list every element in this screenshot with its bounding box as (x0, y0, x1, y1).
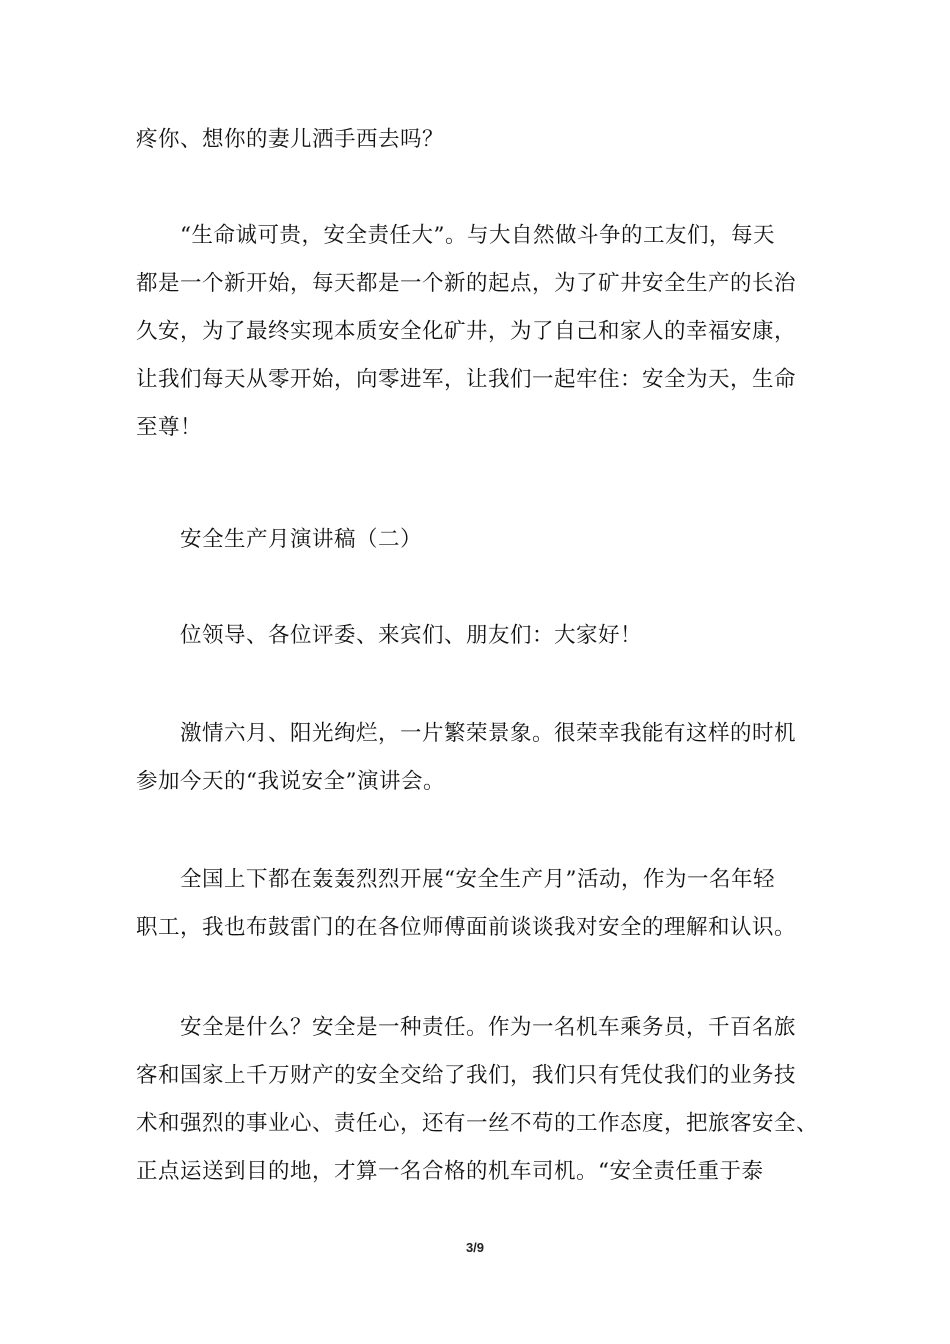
paragraph-safety-responsibility (136, 1004, 819, 1196)
text-line: 至尊！ (136, 415, 203, 440)
paragraph-june (136, 710, 816, 806)
text-line: 久安，为了最终实现本质安全化矿井，为了自己和家人的幸福安康， (136, 319, 797, 344)
text-line: 让我们每天从零开始，向零进军，让我们一起牢住：安全为天，生命 (136, 367, 797, 392)
paragraph-continuation (136, 116, 816, 164)
text-line: 安全生产月演讲稿（二） (180, 527, 423, 552)
text-line: 位领导、各位评委、来宾们、朋友们：大家好！ (180, 623, 643, 648)
text-line: 术和强烈的事业心、责任心，还有一丝不苟的工作态度，把旅客安全、 (136, 1111, 819, 1136)
text-line: 全国上下都在轰轰烈烈开展“安全生产月”活动，作为一名年轻 (180, 867, 775, 892)
page-number: 3/9 (465, 1240, 485, 1255)
text-line: 客和国家上千万财产的安全交给了我们，我们只有凭仗我们的业务技 (136, 1063, 797, 1088)
text-line: 疼你、想你的妻儿洒手西去吗？ (136, 127, 445, 152)
text-line: 参加今天的“我说安全”演讲会。 (136, 769, 445, 794)
text-line: 职工，我也布鼓雷门的在各位师傅面前谈谈我对安全的理解和认识。 (136, 915, 797, 940)
text-line: 安全是什么？安全是一种责任。作为一名机车乘务员，千百名旅 (180, 1015, 797, 1040)
text-line: 激情六月、阳光绚烂，一片繁荣景象。很荣幸我能有这样的时机 (180, 721, 797, 746)
text-line: “生命诚可贵，安全责任大”。与大自然做斗争的工友们，每天 (180, 223, 775, 248)
text-line: 都是一个新开始，每天都是一个新的起点，为了矿井安全生产的长治 (136, 271, 797, 296)
section-heading (136, 516, 816, 564)
paragraph-life-precious (136, 212, 816, 452)
text-line: 正点运送到目的地，才算一名合格的机车司机。“安全责任重于泰 (136, 1159, 764, 1184)
paragraph-safety-month (136, 856, 816, 952)
paragraph-greeting (136, 612, 816, 660)
